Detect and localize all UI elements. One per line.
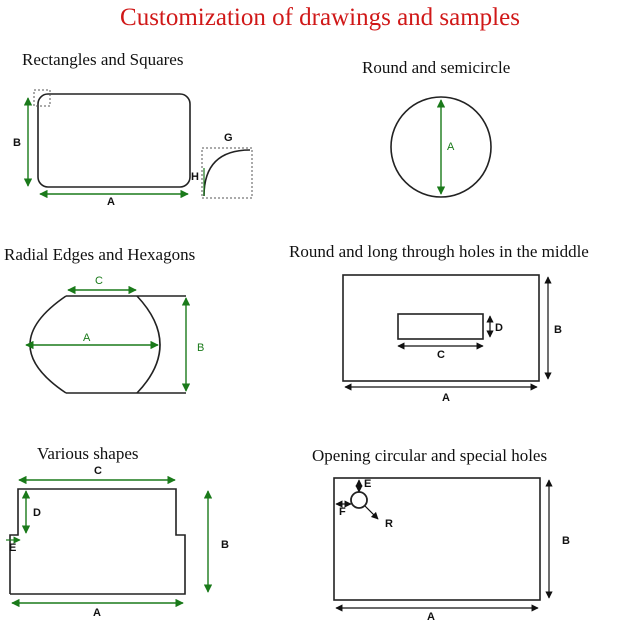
shapes-label-a: A [93,607,101,619]
holes-label-a: A [442,392,450,404]
round-label-a: A [447,141,455,153]
various-shapes-drawing [6,480,208,603]
opening-label-b: B [562,535,570,547]
opening-label-f: F [339,506,346,518]
radial-edges-drawing [26,290,186,393]
radial-label-c: C [95,275,103,287]
shapes-label-d: D [33,507,41,519]
holes-label-d: D [495,322,503,334]
radial-label-b: B [197,342,205,354]
rectangle-drawing [28,90,252,198]
round-drawing [391,97,491,197]
through-holes-drawing [343,275,548,387]
opening-holes-drawing [334,478,549,608]
caption-round-semicircle: Round and semicircle [362,58,511,77]
shapes-label-c: C [94,465,102,477]
holes-label-c: C [437,349,445,361]
caption-rectangles-squares: Rectangles and Squares [22,50,184,69]
shapes-label-e: E [9,542,17,554]
rect-label-a: A [107,196,115,208]
opening-label-r: R [385,518,393,530]
page-title: Customization of drawings and samples [120,4,520,31]
opening-label-a: A [427,611,435,623]
rect-label-h: H [191,171,199,183]
caption-opening-holes: Opening circular and special holes [312,446,548,465]
rect-label-b: B [13,137,21,149]
radial-label-a: A [83,332,91,344]
shapes-label-b: B [221,539,229,551]
caption-through-holes: Round and long through holes in the middle [289,242,589,261]
holes-label-b: B [554,324,562,336]
opening-label-e: E [364,478,372,490]
caption-radial-edges: Radial Edges and Hexagons [4,245,196,264]
caption-various-shapes: Various shapes [37,444,139,463]
rect-label-g: G [224,132,233,144]
